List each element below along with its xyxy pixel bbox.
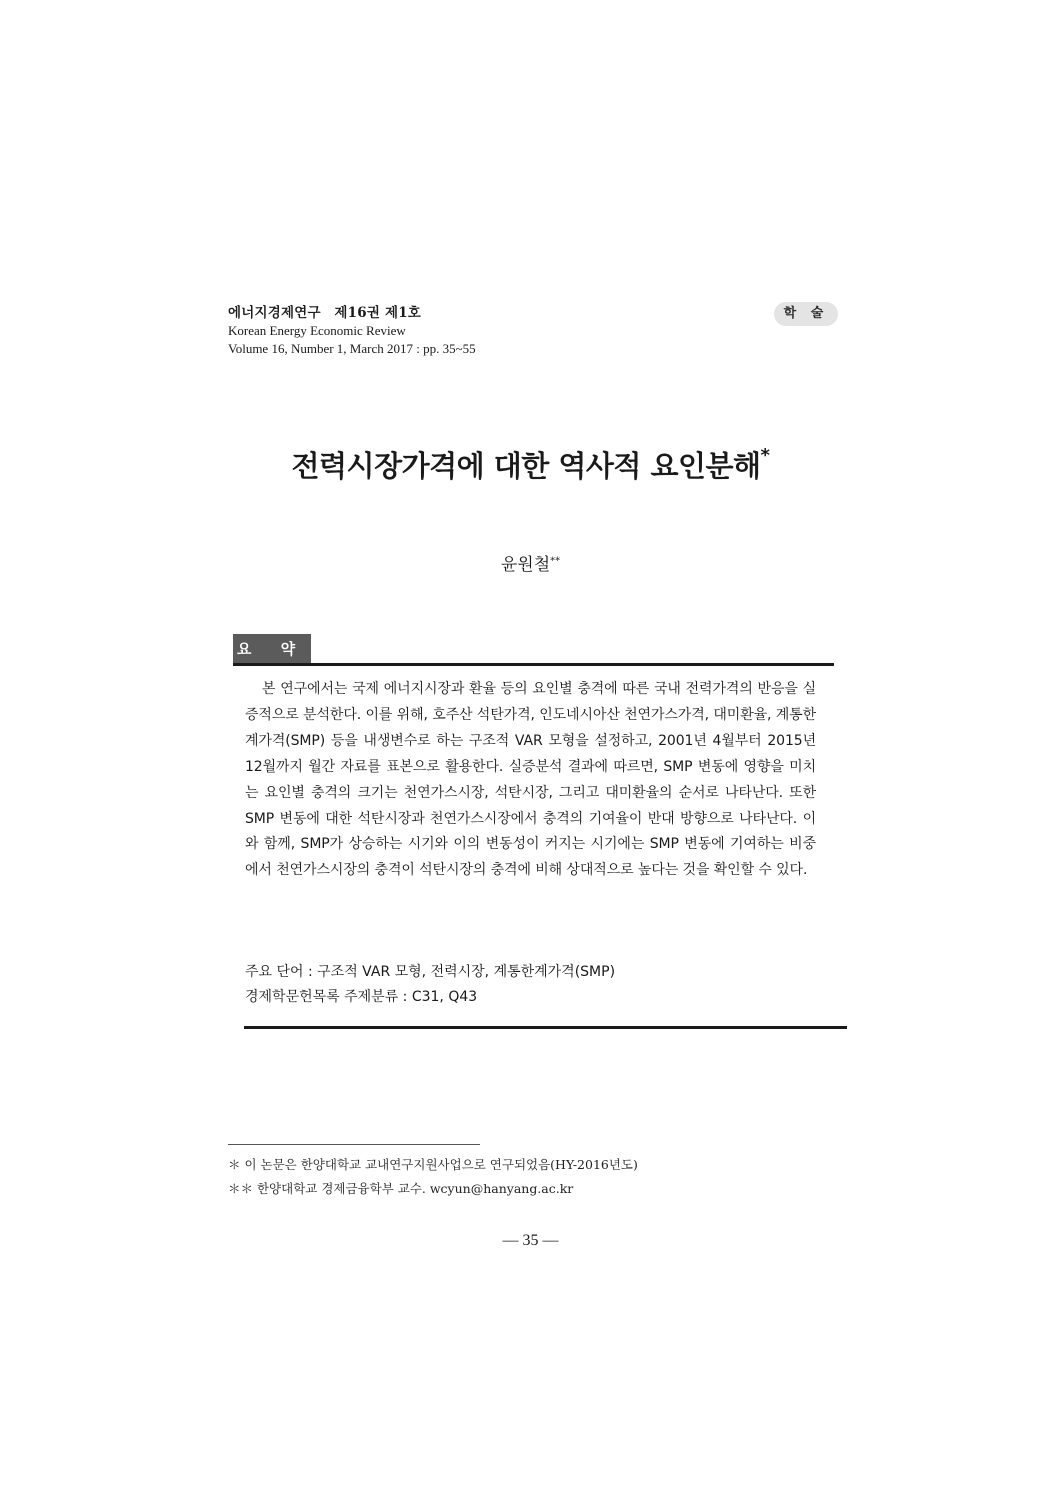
title-footnote-mark: * — [760, 445, 770, 467]
abstract-body: 본 연구에서는 국제 에너지시장과 환율 등의 요인별 충격에 따른 국내 전력가격의 반응을 실증적으로 분석한다. 이를 위해, 호주산 석탄가격, 인도네시아산 천연가스가격, 대미환율, 계통한계가격(SMP) 등을 내생변수로 하는 구조적 VAR 모형을 설정하고, 2001년 4월부터 2015년 12월까지 월간 자료를 표본으로 활용한다. 실증분석 결과에 따르면, SMP 변동에 영향을 미치는 요인별 충격의 크기는 천연가스시장, 석탄시장, 그리고 대미환율의 순서로 나타난다. 또한 SMP 변동에 대한 석탄시장과 천연가스시장에서 충격의 기여율이 반대 방향으로 나타난다. 이와 함께, SMP가 상승하는 시기와 이의 변동성이 커지는 시기에는 SMP 변동에 기여하는 비중에서 천연가스시장의 충격이 석탄시장의 충격에 비해 상대적으로 높다는 것을 확인할 수 있다. — [245, 681, 817, 879]
footnote-divider — [228, 1144, 480, 1145]
footnote-2: ＊＊ 한양대학교 경제금융학부 교수. wcyun@hanyang.ac.kr — [228, 1181, 574, 1196]
abstract-heading: 요 약 — [233, 634, 311, 664]
journal-korean-title: 에너지경제연구 제16권 제1호 — [228, 305, 422, 321]
category-badge: 학 술 — [774, 302, 838, 326]
author-line — [0, 550, 1061, 575]
keywords-line: 주요 단어 : 구조적 VAR 모형, 전력시장, 계통한계가격(SMP) — [245, 964, 616, 980]
footnotes — [228, 1153, 638, 1201]
page-number: — 35 — — [502, 1232, 559, 1249]
abstract-top-rule — [233, 663, 834, 666]
keywords-block — [245, 960, 615, 1010]
journal-header — [228, 304, 476, 358]
paper-title-text: 전력시장가격에 대한 역사적 요인분해 — [291, 449, 761, 483]
abstract-bottom-rule — [244, 1026, 847, 1029]
classification-line: 경제학문헌목록 주제분류 : C31, Q43 — [245, 989, 478, 1005]
author-name: 윤원철 — [500, 555, 551, 575]
footnote-1: ＊ 이 논문은 한양대학교 교내연구지원사업으로 연구되었음(HY-2016년도) — [228, 1157, 638, 1172]
journal-english-title: Korean Energy Economic Review — [228, 323, 406, 338]
author-footnote-mark: ** — [550, 555, 561, 567]
paper-title — [0, 444, 1061, 485]
journal-issue: Volume 16, Number 1, March 2017 : pp. 35~55 — [228, 341, 476, 356]
